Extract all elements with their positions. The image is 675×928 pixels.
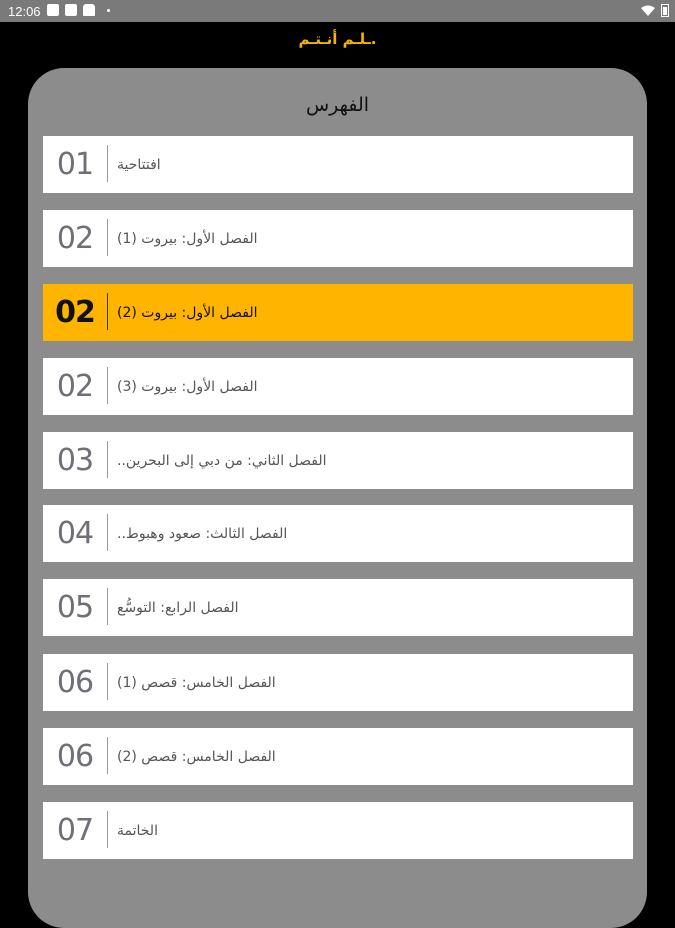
toc-item-7[interactable] xyxy=(43,579,633,636)
divider xyxy=(107,811,108,848)
notification-icons xyxy=(47,4,110,16)
divider xyxy=(107,293,108,330)
toc-number: 07 xyxy=(56,813,94,848)
toc-number: 04 xyxy=(56,516,94,551)
index-panel xyxy=(28,68,647,928)
toc-item-6[interactable] xyxy=(43,505,633,562)
toc-number: 06 xyxy=(56,739,94,774)
toc-number: 03 xyxy=(56,443,94,478)
toc-item-2[interactable] xyxy=(43,210,633,267)
status-bar xyxy=(0,0,675,22)
bag-icon xyxy=(83,4,95,16)
page-title: الفهرس xyxy=(305,94,370,116)
divider xyxy=(107,367,108,404)
status-time: 12:06 xyxy=(8,4,41,19)
battery-icon xyxy=(661,4,669,17)
system-icons xyxy=(641,4,669,17)
toc-item-1[interactable] xyxy=(43,136,633,193)
toc-number: 06 xyxy=(56,665,94,700)
more-dot-icon xyxy=(107,9,110,12)
divider xyxy=(107,219,108,256)
divider xyxy=(107,145,108,182)
toc-item-4[interactable] xyxy=(43,358,633,415)
toc-label: الفصل الرابع: التوسُّع xyxy=(117,599,239,616)
divider xyxy=(107,663,108,700)
toc-item-3[interactable] xyxy=(43,284,633,341)
divider xyxy=(107,737,108,774)
toc-label: الفصل الأول: بيروت (1) xyxy=(117,230,258,247)
toc-item-10[interactable] xyxy=(43,802,633,859)
toc-label: الفصل الأول: بيروت (3) xyxy=(117,378,258,395)
toc-number: 02 xyxy=(56,221,94,256)
toc-number: 02 xyxy=(55,295,95,330)
toc-item-8[interactable] xyxy=(43,654,633,711)
divider xyxy=(107,441,108,478)
toc-item-9[interactable] xyxy=(43,728,633,785)
app-logo: ـلـم أنـتـم. xyxy=(298,30,377,48)
toc-number: 02 xyxy=(56,369,94,404)
toc-number: 01 xyxy=(56,147,94,182)
toc-label: الفصل الخامس: قصص (2) xyxy=(117,748,276,765)
toc-label: الفصل الثالث: صعود وهبوط.. xyxy=(117,525,288,542)
divider xyxy=(107,514,108,551)
divider xyxy=(107,588,108,625)
toc-label: الفصل الأول: بيروت (2) xyxy=(117,304,258,321)
picture-icon xyxy=(65,4,77,16)
mail-icon xyxy=(47,4,59,16)
wifi-icon xyxy=(641,5,655,17)
toc-label: الفصل الخامس: قصص (1) xyxy=(117,674,276,691)
toc-item-5[interactable] xyxy=(43,432,633,489)
toc-label: افتتاحية xyxy=(117,156,161,173)
toc-number: 05 xyxy=(56,590,94,625)
toc-label: الخاتمة xyxy=(117,822,158,839)
toc-label: الفصل الثاني: من دبي إلى البحرين.. xyxy=(117,452,327,469)
